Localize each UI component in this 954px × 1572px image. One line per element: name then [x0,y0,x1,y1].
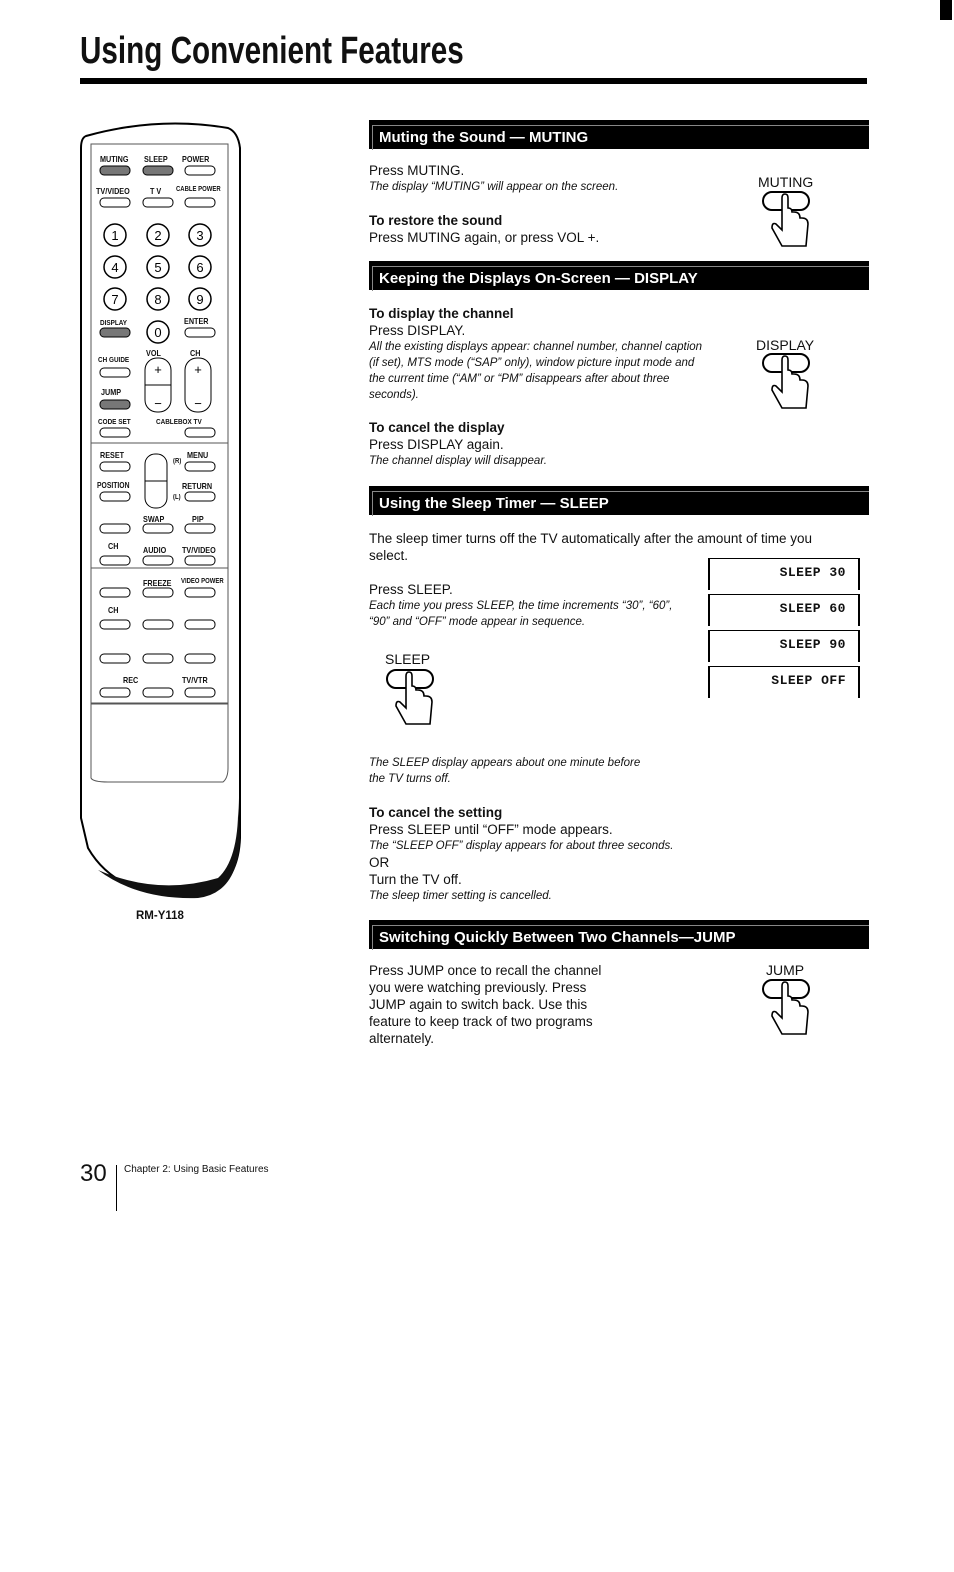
remote-label-menu: MENU [187,450,209,460]
svg-text:4: 4 [111,260,119,275]
remote-label-return: RETURN [182,481,213,491]
svg-text:3: 3 [196,228,204,243]
jump-line-1: Press JUMP once to recall the channel [369,963,602,978]
sleep-screen-60: SLEEP 60 [708,594,860,626]
display-cancel-heading: To cancel the display [369,420,505,435]
section-header-muting: Muting the Sound — MUTING [369,120,869,149]
sleep-turn-off: Turn the TV off. [369,872,462,887]
remote-control-illustration [78,118,246,908]
jump-line-2: you were watching previously. Press [369,980,587,995]
sleep-cancel-heading: To cancel the setting [369,805,503,820]
remote-label-freeze: FREEZE [143,578,172,588]
remote-label-muting: MUTING [100,154,129,164]
hand-press-icon [760,978,812,1040]
svg-text:+: + [194,362,202,377]
section-header-display: Keeping the Displays On-Screen — DISPLAY [369,261,869,290]
muting-restore-text: Press MUTING again, or press VOL +. [369,230,600,245]
remote-label-display: DISPLAY [100,318,128,327]
sleep-screen-off: SLEEP OFF [708,666,860,698]
hand-press-icon [760,190,812,252]
display-show-heading: To display the channel [369,306,514,321]
remote-label-ch-guide: CH GUIDE [98,355,130,364]
display-button-label: DISPLAY [756,337,815,353]
display-note-4: seconds). [369,389,419,401]
svg-text:+: + [154,362,162,377]
sleep-screen-30: SLEEP 30 [708,558,860,590]
remote-label-tvvideo2: TV/VIDEO [182,545,216,555]
svg-text:1: 1 [111,228,119,243]
muting-restore-heading: To restore the sound [369,213,503,228]
svg-text:−: − [194,396,202,411]
edge-tab-mark [940,0,952,20]
display-note-3: the current time (“AM” or “PM” disappears after about three [369,373,670,385]
svg-text:−: − [154,396,162,411]
remote-label-audio: AUDIO [143,545,167,555]
muting-button-label: MUTING [758,174,814,190]
remote-label-ch: CH [190,348,201,358]
svg-text:0: 0 [154,325,162,340]
sleep-note-1: Each time you press SLEEP, the time increments “30”, “60”, [369,600,673,612]
remote-label-cablebox-tv: CABLEBOX TV [156,417,202,426]
remote-label-reset: RESET [100,450,125,460]
jump-button-label: JUMP [766,962,805,978]
remote-label-vol: VOL [146,348,161,358]
remote-label-position: POSITION [97,481,130,490]
muting-press: Press MUTING. [369,163,465,178]
remote-label-jump: JUMP [101,387,122,397]
jump-line-4: feature to keep track of two programs [369,1014,593,1029]
svg-text:9: 9 [196,292,204,307]
sleep-turn-off-note: The sleep timer setting is cancelled. [369,890,552,902]
remote-label-code-set: CODE SET [98,417,131,426]
sleep-cancel-note: The “SLEEP OFF” display appears for about three seconds. [369,840,674,852]
sleep-intro-1: The sleep timer turns off the TV automatically after the amount of time you [369,531,812,546]
display-cancel-note: The channel display will disappear. [369,455,547,467]
section-header-jump: Switching Quickly Between Two Channels—JUMP [369,920,869,949]
sleep-or: OR [369,855,390,870]
sleep-appear-2: the TV turns off. [369,773,451,785]
chapter-label: Chapter 2: Using Basic Features [124,1164,269,1175]
remote-label-tvvtr: TV/VTR [182,675,208,685]
remote-label-rec: REC [123,675,139,685]
remote-label-ch2: CH [108,541,119,551]
sleep-button-label: SLEEP [385,651,431,667]
muting-note: The display “MUTING” will appear on the screen. [369,181,619,193]
svg-text:8: 8 [154,292,162,307]
display-note-1: All the existing displays appear: channel number, channel caption [369,341,703,353]
remote-label-sleep: SLEEP [144,154,168,164]
remote-label-pip: PIP [192,514,204,524]
jump-line-3: JUMP again to switch back. Use this [369,997,588,1012]
remote-model: RM-Y118 [136,910,184,922]
remote-label-cable-power: CABLE POWER [176,186,221,193]
page-title: Using Convenient Features [80,30,464,72]
sleep-intro-2: select. [369,548,409,563]
page-number: 30 [80,1160,107,1187]
display-note-2: (if set), MTS mode (“SAP” only), window picture input mode and [369,357,695,369]
remote-label-power: POWER [182,154,210,164]
jump-line-5: alternately. [369,1031,435,1046]
svg-text:6: 6 [196,260,204,275]
remote-label-l: (L) [173,494,181,501]
section-header-sleep: Using the Sleep Timer — SLEEP [369,486,869,515]
sleep-appear-1: The SLEEP display appears about one minute before [369,757,641,769]
remote-label-r: (R) [173,458,182,465]
remote-label-ch3: CH [108,605,119,615]
title-rule [80,78,867,84]
sleep-press: Press SLEEP. [369,582,453,597]
svg-text:2: 2 [154,228,162,243]
display-show-text: Press DISPLAY. [369,323,466,338]
svg-text:7: 7 [111,292,119,307]
display-cancel-text: Press DISPLAY again. [369,437,504,452]
footer-divider [116,1165,117,1211]
remote-label-video-power: VIDEO POWER [181,578,224,585]
hand-press-icon [760,352,812,414]
remote-label-swap: SWAP [143,514,165,524]
remote-label-tv: T V [150,186,162,196]
remote-label-enter: ENTER [184,316,209,326]
sleep-cancel-text: Press SLEEP until “OFF” mode appears. [369,822,613,837]
hand-press-icon [384,668,436,730]
sleep-screen-90: SLEEP 90 [708,630,860,662]
remote-label-tvvideo: TV/VIDEO [96,186,130,196]
sleep-note-2: “90” and “OFF” mode appear in sequence. [369,616,586,628]
svg-text:5: 5 [154,260,162,275]
